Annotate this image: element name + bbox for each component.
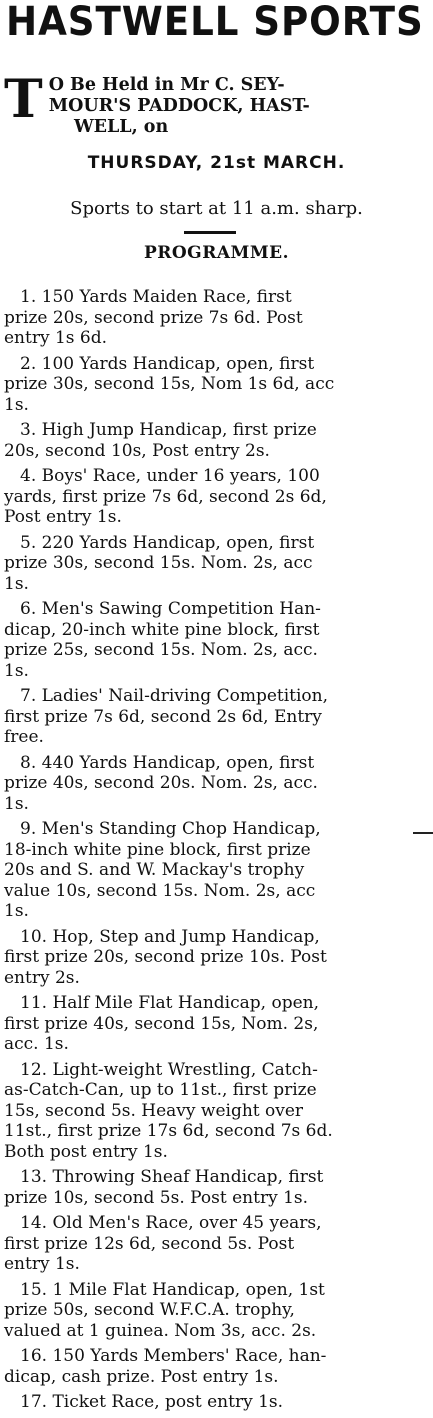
programme-item-line: 14. Old Men's Race, over 45 years, [20,1213,322,1233]
programme-item [4,533,384,595]
programme-item-line: first prize 40s, second 15s, Nom. 2s, [4,1013,319,1034]
programme-item-line: 16. 150 Yards Members' Race, han- [20,1346,327,1366]
programme-item-line: value 10s, second 15s. Nom. 2s, acc [4,880,316,901]
programme-item-line: 9. Men's Standing Chop Handicap, [20,819,321,839]
programme-item [4,1346,384,1387]
programme-item-line: 1s. [4,394,29,415]
programme-item-line: 1s. [4,573,29,594]
programme-item-line: prize 30s, second 15s, Nom 1s 6d, acc [4,374,335,394]
programme-item-line: 15s, second 5s. Heavy weight over [4,1100,304,1121]
programme-item [4,993,384,1055]
intro-line: MOUR'S PADDOCK, HAST- [48,96,310,116]
programme-item-line: 15. 1 Mile Flat Handicap, open, 1st [20,1279,325,1300]
programme-item [4,753,384,815]
programme-item-line: yards, first prize 7s 6d, second 2s 6d, [4,486,327,507]
programme-item-line: free. [4,727,44,747]
programme-item [4,354,384,416]
intro-line: O Be Held in Mr C. SEY- [48,75,285,95]
intro-paragraph [4,69,388,138]
margin-dash [413,832,433,834]
programme-item [4,1392,384,1413]
programme-item-line: 11. Half Mile Flat Handicap, open, [20,993,319,1013]
programme-item-line: 17. Ticket Race, post entry 1s. [20,1392,284,1412]
programme-item-line: 11st., first prize 17s 6d, second 7s 6d. [4,1121,333,1141]
programme-item [4,420,384,461]
programme-item-line: first prize 20s, second prize 10s. Post [4,947,327,967]
programme-item-line: prize 20s, second prize 7s 6d. Post [4,307,303,328]
programme-item-line: dicap, 20-inch white pine block, first [4,619,320,640]
programme-item-line: 7. Ladies' Nail-driving Competition, [20,686,329,706]
programme-item-line: prize 10s, second 5s. Post entry 1s. [4,1187,309,1208]
programme-item-line: 20s, second 10s, Post entry 2s. [4,440,270,461]
programme-item-line: dicap, cash prize. Post entry 1s. [4,1366,279,1387]
programme-title: PROGRAMME. [143,243,290,263]
programme-item-line: as-Catch-Can, up to 11st., first prize [4,1080,317,1100]
programme-item [4,599,384,681]
headline: HASTWELL SPORTS [6,0,424,45]
programme-item-line: prize 30s, second 15s. Nom. 2s, acc [4,553,313,573]
programme-item-line: 1s. [4,660,29,681]
programme-item-line: prize 25s, second 15s. Nom. 2s, acc. [4,640,318,660]
programme-item-line: first prize 7s 6d, second 2s 6d, Entry [4,706,322,727]
programme-item-line: 10. Hop, Step and Jump Handicap, [20,926,320,947]
programme-item-line: entry 2s. [4,967,80,988]
programme-item-line: Both post entry 1s. [4,1141,168,1162]
programme-item [4,686,384,748]
programme-item [4,819,384,922]
programme-item-line: 1. 150 Yards Maiden Race, first [20,287,292,307]
programme-item-line: 12. Light-weight Wrestling, Catch- [20,1059,318,1080]
programme-item-line: 13. Throwing Sheaf Handicap, first [20,1167,324,1187]
programme-item-line: acc. 1s. [4,1034,69,1054]
programme-item-line: prize 50s, second W.F.C.A. trophy, [4,1300,295,1320]
programme-item-line: 8. 440 Yards Handicap, open, first [20,752,315,773]
programme-item [4,466,384,528]
start-time: Sports to start at 11 a.m. sharp. [70,198,363,219]
programme-item-line: 1s. [4,901,29,921]
drop-cap: T [4,69,43,130]
programme-item-line: 4. Boys' Race, under 16 years, 100 [20,466,320,486]
event-date: THURSDAY, 21st MARCH. [87,153,346,173]
programme-item [4,287,384,349]
programme-item-line: 20s and S. and W. Mackay's trophy [4,860,305,880]
programme-item-line: 5. 220 Yards Handicap, open, first [20,532,315,553]
programme-item-line: valued at 1 guinea. Nom 3s, acc. 2s. [4,1320,317,1341]
programme-item-line: 1s. [4,793,29,814]
programme-item-line: entry 1s. [4,1254,80,1274]
intro-line: WELL, on [74,117,169,137]
programme-item-line: Post entry 1s. [4,507,122,527]
programme-item [4,927,384,989]
programme-item [4,1167,384,1208]
programme-item-line: 18-inch white pine block, first prize [4,839,311,860]
programme-list [4,287,384,1418]
programme-item-line: 6. Men's Sawing Competition Han- [20,599,321,619]
programme-item-line: 3. High Jump Handicap, first prize [20,420,317,440]
programme-item-line: entry 1s 6d. [4,328,108,348]
programme-item-line: first prize 12s 6d, second 5s. Post [4,1233,295,1254]
programme-item [4,1060,384,1163]
programme-item [4,1280,384,1342]
programme-item-line: prize 40s, second 20s. Nom. 2s, acc. [4,773,318,793]
divider-rule [184,231,236,234]
programme-item-line: 2. 100 Yards Handicap, open, first [20,353,315,374]
programme-item [4,1213,384,1275]
